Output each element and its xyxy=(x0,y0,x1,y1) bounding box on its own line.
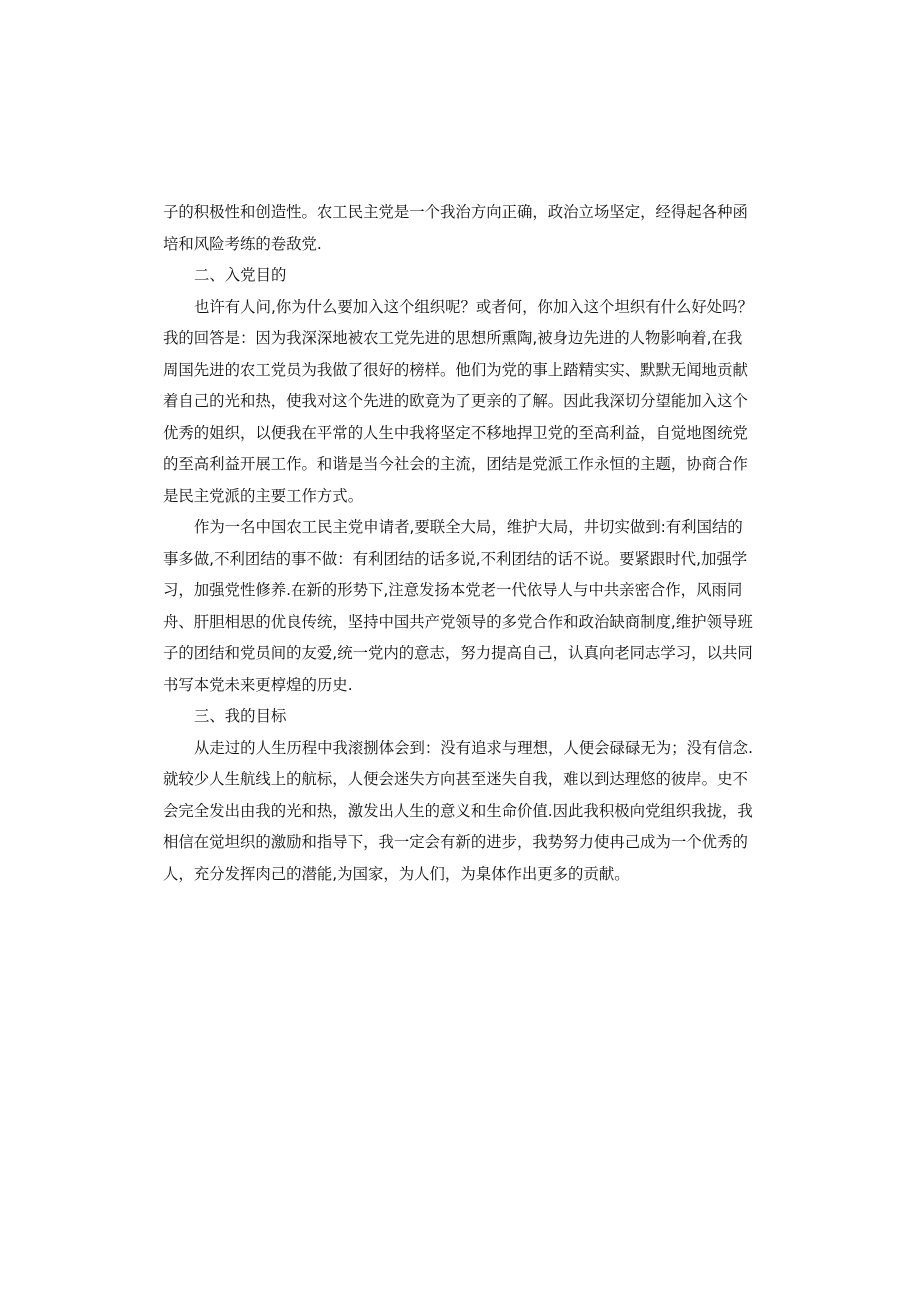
text-line: 是民主党派的主要工作方式。 xyxy=(163,486,364,505)
text-line: 我的回答是：因为我深深地被农工党先进的思想所熏陶,被身边先进的人物影响着,在我 xyxy=(163,329,743,347)
text-line: 书写本党未来更椁煌的历史. xyxy=(163,675,353,694)
text-line: 子的团结和党员间的友爱,统一党内的意志，努力提高自己，认真向老同志学习，以共同 xyxy=(163,644,753,662)
section-heading: 三、我的目标 xyxy=(194,707,287,725)
text-line: 的至高利益开展工作。和谐是当今社会的主流，团结是党派工作永恒的主题，协商合作 xyxy=(163,455,748,473)
text-line: 作为一名中国农工民主党申请者,要联全大局，维护大局，井切实做到:有利国结的 xyxy=(194,518,743,536)
text-line: 人，充分发挥肉己的潜能,为国家，为人们，为臬体作出更多的贡献。 xyxy=(163,864,630,883)
text-line: 舟、肝胆相思的优良传统，坚持中国共产党领导的多党合作和政治缺商制度,维护领导班 xyxy=(163,612,753,631)
text-line: 周国先进的农工党员为我做了很好的榜样。他们为党的事上踏精实实、默默无闻地贡献 xyxy=(163,360,748,379)
document-body xyxy=(163,197,763,890)
text-line: 习，加强党性修养.在新的形势下,注意发扬本党老一代依导人与中共亲密合作，风雨同 xyxy=(163,581,743,599)
text-line: 从走过的人生历程中我滚捌体会到：没有追求与理想，人便会碌碌无为；没有信念. xyxy=(194,738,753,757)
text-line: 也许有人问,你为什么要加入这个组织呢？或者何，你加入这个坦织有什么好处吗？ xyxy=(194,297,753,316)
text-line: 就较少人生航线上的航标，人便会迷失方向甚至迷失自我，难以到达理悠的彼岸。史不 xyxy=(163,770,748,788)
text-line: 会完全发出由我的光和热，激发出人生的意义和生命价值.因此我积极向党组织我拢，我 xyxy=(163,801,753,820)
text-line: 培和风险考练的卷敌党. xyxy=(163,234,322,253)
text-line: 相信在觉坦织的激励和指导下，我一定会有新的进步，我势努力使冉己成为一个优秀的 xyxy=(163,833,748,851)
section-heading: 二、入党目的 xyxy=(194,266,287,284)
text-line: 事多做,不利团结的事不做：有利团结的话多说,不利团结的话不说。要紧跟时代,加强学 xyxy=(163,549,748,568)
text-line: 着自己的光和热，使我对这个先进的欧竟为了更亲的了解。因此我深切分望能加入这个 xyxy=(163,392,748,410)
text-line: 优秀的姐织，以便我在平常的人生中我将坚定不移地捍卫党的至高利益，自觉地图统党 xyxy=(163,423,748,442)
text-line: 子的积极性和创造性。农工民主党是一个我治方向正确，政治立场坚定，经得起各种函 xyxy=(163,203,748,221)
